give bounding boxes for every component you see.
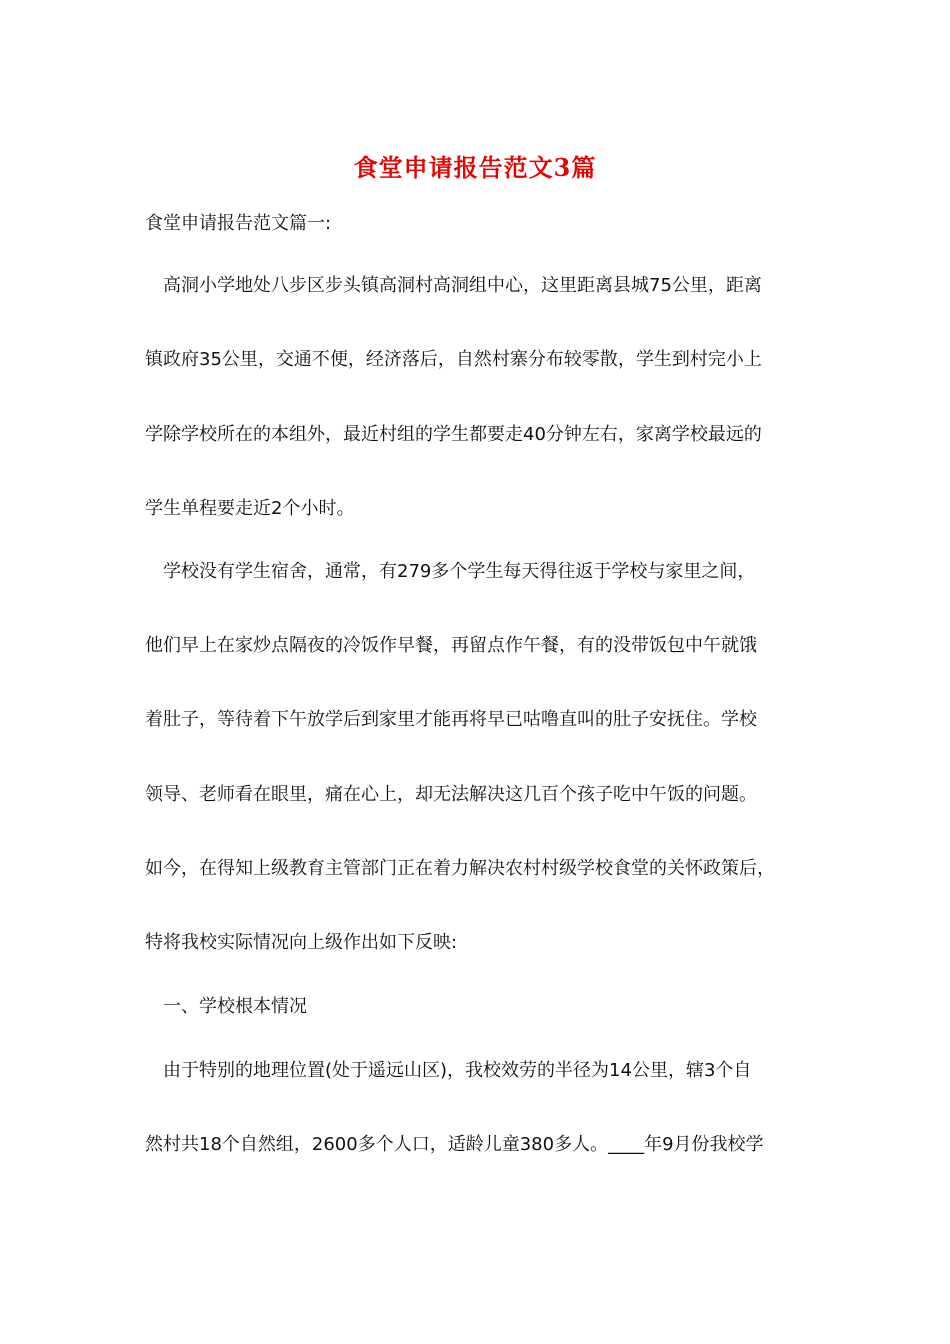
paragraph-line: 特将我校实际情况向上级作出如下反映:	[145, 932, 458, 953]
paragraph-line: 领导、老师看在眼里，痛在心上，却无法解决这几百个孩子吃中午饭的问题。	[145, 784, 757, 805]
paragraph-line: 如今，在得知上级教育主管部门正在着力解决农村村级学校食堂的关怀政策后，	[145, 858, 775, 879]
paragraph-line: 镇政府35公里，交通不便，经济落后，自然村寨分布较零散，学生到村完小上	[145, 349, 762, 370]
paragraph-line: 高洞小学地处八步区步头镇高洞村高洞组中心，这里距离县城75公里，距离	[145, 275, 762, 296]
section-heading: 食堂申请报告范文篇一:	[145, 213, 332, 234]
paragraph-line: 由于特别的地理位置(处于遥远山区)，我校效劳的半径为14公里，辖3个自	[145, 1060, 752, 1081]
paragraph-line: 学除学校所在的本组外，最近村组的学生都要走40分钟左右，家离学校最远的	[145, 424, 762, 445]
paragraph-line: 然村共18个自然组，2600多个人口，适龄儿童380多人。____年9月份我校学	[145, 1134, 764, 1155]
paragraph-line: 着肚子，等待着下午放学后到家里才能再将早已咕噜直叫的肚子安抚住。学校	[145, 709, 757, 730]
paragraph-line: 学生单程要走近2个小时。	[145, 498, 355, 519]
document-title: 食堂申请报告范文3篇	[353, 153, 597, 182]
paragraph-line: 他们早上在家炒点隔夜的冷饭作早餐，再留点作午餐，有的没带饭包中午就饿	[145, 635, 757, 656]
paragraph-line: 学校没有学生宿舍，通常，有279多个学生每天得往返于学校与家里之间，	[145, 561, 756, 582]
subsection-heading: 一、学校根本情况	[145, 996, 307, 1017]
